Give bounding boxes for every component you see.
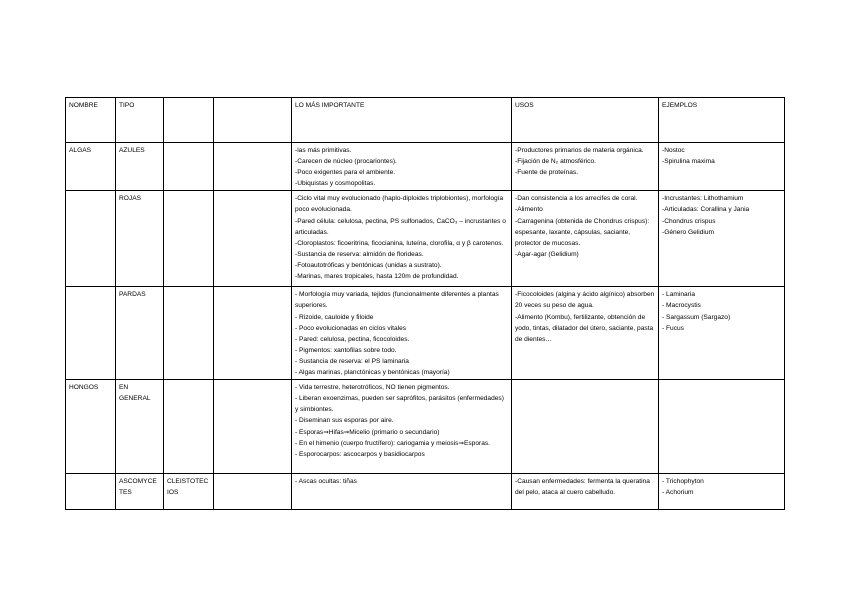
header-tipo: TIPO	[116, 98, 164, 143]
cell-line: -Género Gelidium	[662, 228, 715, 236]
cell-line: -Fuente de proteínas.	[515, 169, 579, 177]
cell-usos	[512, 287, 659, 380]
cell-subtipo: CLEISTOTECIOS	[164, 474, 214, 510]
cell-line: -Carragenina (obtenida de Chondrus crispus): espesante, laxante, cápsulas, saciante, protector de mucosas.	[515, 217, 650, 247]
cell-line: -Fijación de N₂ atmosférico.	[515, 158, 596, 166]
cell-line: -Spirulina maxima	[662, 158, 715, 166]
cell-nombre	[66, 191, 116, 287]
cell-subtipo	[164, 380, 214, 474]
cell-line: - Algas marinas, planctónicas y bentónicas (mayoría)	[295, 369, 450, 377]
cell-line: - En el himenio (cuerpo fructífero): cariogamia y meiosis⇒Esporas.	[295, 439, 490, 447]
cell-ejemplos	[659, 474, 785, 510]
cell-blank	[214, 143, 292, 191]
cell-line: -Causan enfermedades: fermenta la queratina del pelo, ataca al cuero cabelludo.	[515, 478, 650, 497]
cell-subtipo	[164, 143, 214, 191]
header-importante: LO MÁS IMPORTANTE	[292, 98, 512, 143]
cell-line: - Achorium	[662, 489, 694, 497]
cell-line: -Poco exigentes para el ambiente.	[295, 169, 396, 177]
cell-importante	[292, 287, 512, 380]
header-ejemplos: EJEMPLOS	[659, 98, 785, 143]
cell-subtipo	[164, 287, 214, 380]
cell-importante	[292, 474, 512, 510]
cell-nombre	[66, 474, 116, 510]
cell-line: - Laminaria	[662, 291, 695, 299]
table-row	[66, 191, 785, 287]
cell-blank	[214, 191, 292, 287]
species-table	[65, 97, 785, 510]
cell-line: - Diseminan sus esporas por aire.	[295, 417, 394, 425]
header-blank-1	[164, 98, 214, 143]
cell-line: - Poco evolucionadas en ciclos vitales	[295, 324, 407, 332]
cell-ejemplos	[659, 380, 785, 474]
cell-line: -Ciclo vital muy evolucionado (haplo-diploides triplobiontes), morfología poco evolucionada.	[295, 195, 504, 214]
cell-ejemplos	[659, 191, 785, 287]
cell-blank	[214, 287, 292, 380]
cell-line: - Pigmentos: xantofilas sobre todo.	[295, 346, 397, 354]
cell-blank	[214, 474, 292, 510]
cell-line: -Sustancia de reserva: almidón de florideas.	[295, 250, 424, 258]
header-row	[66, 98, 785, 143]
cell-nombre: HONGOS	[66, 380, 116, 474]
cell-line: -Dan consistencia a los arrecifes de coral.	[515, 195, 638, 203]
cell-tipo: EN GENERAL	[116, 380, 164, 474]
cell-line: -Nostoc	[662, 147, 685, 154]
cell-line: - Sustancia de reserva: el PS laminaria	[295, 357, 409, 365]
cell-line: -Productores primarios de materia orgánica.	[515, 147, 644, 154]
cell-line: - Macrocystis	[662, 302, 701, 310]
cell-tipo: ROJAS	[116, 191, 164, 287]
cell-line: - Esporocarpos: ascocarpos y basidiocarpos	[295, 450, 425, 458]
cell-line: -Ficocoloides (algina y ácido algínico) absorben 20 veces su peso de agua.	[515, 291, 655, 310]
cell-line: - Rizoide, cauloide y filoide	[295, 313, 374, 321]
cell-usos	[512, 380, 659, 474]
cell-line: -Agar-agar (Gelidium)	[515, 250, 579, 258]
cell-usos	[512, 474, 659, 510]
cell-line: -Carecen de núcleo (procariontes).	[295, 158, 397, 166]
cell-line: -Pared célula: celulosa, pectina, PS sulfonados, CaCO₃ – incrustantes o articuladas.	[295, 217, 506, 236]
cell-ejemplos	[659, 143, 785, 191]
header-nombre: NOMBRE	[66, 98, 116, 143]
cell-line: -Chondrus crispus	[662, 217, 716, 225]
table-row	[66, 380, 785, 474]
cell-line: - Sargassum (Sargazo)	[662, 313, 731, 321]
table-row	[66, 143, 785, 191]
cell-line: -Cloroplastos: ficoeritrina, ficocianina, luteína, clorofila, α y β carotenos.	[295, 239, 504, 247]
cell-usos	[512, 143, 659, 191]
cell-line: - Ascas ocultas: tiñas	[295, 478, 357, 486]
header-blank-2	[214, 98, 292, 143]
cell-line: -Alimento	[515, 206, 543, 214]
cell-line: -Marinas, mares tropicales, hasta 120m de profundidad.	[295, 273, 459, 281]
cell-line: -Fotoautotróficas y bentónicas (unidas a sustrato).	[295, 261, 442, 269]
cell-line: -Incrustantes: Lithothamium	[662, 195, 744, 203]
cell-line: -Ubiquistas y cosmopolitas.	[295, 180, 376, 188]
header-usos: USOS	[512, 98, 659, 143]
cell-nombre	[66, 287, 116, 380]
cell-ejemplos	[659, 287, 785, 380]
cell-subtipo	[164, 191, 214, 287]
table-row	[66, 474, 785, 510]
cell-line: -Articuladas: Corallina y Jania	[662, 206, 750, 214]
cell-line: -las más primitivas.	[295, 147, 352, 154]
cell-importante	[292, 191, 512, 287]
cell-blank	[214, 380, 292, 474]
cell-nombre: ALGAS	[66, 143, 116, 191]
cell-line: - Liberan exoenzimas, pueden ser saprófitos, parásitos (enfermedades) y simbiontes.	[295, 395, 504, 414]
cell-line: -Alimento (Kombu), fertilizante, obtención de yodo, tintas, dilatador del útero, saciante, pasta de dientes…	[515, 313, 654, 343]
cell-importante	[292, 380, 512, 474]
cell-line: - Fucus	[662, 324, 684, 332]
cell-tipo: PARDAS	[116, 287, 164, 380]
cell-tipo: AZULES	[116, 143, 164, 191]
cell-line: - Esporas⇒Hifas⇒Micelio (primario o secundario)	[295, 428, 440, 436]
cell-usos	[512, 191, 659, 287]
table-row	[66, 287, 785, 380]
cell-line: - Pared: celulosa, pectina, ficocoloides.	[295, 335, 410, 343]
cell-line: - Trichophyton	[662, 478, 704, 486]
cell-tipo: ASCOMYCETES	[116, 474, 164, 510]
cell-line: - Vida terrestre, heterotróficos, NO tienen pigmentos.	[295, 384, 450, 392]
cell-importante	[292, 143, 512, 191]
cell-line: - Morfología muy variada, tejidos (funcionalmente diferentes a plantas superiores.	[295, 291, 499, 310]
